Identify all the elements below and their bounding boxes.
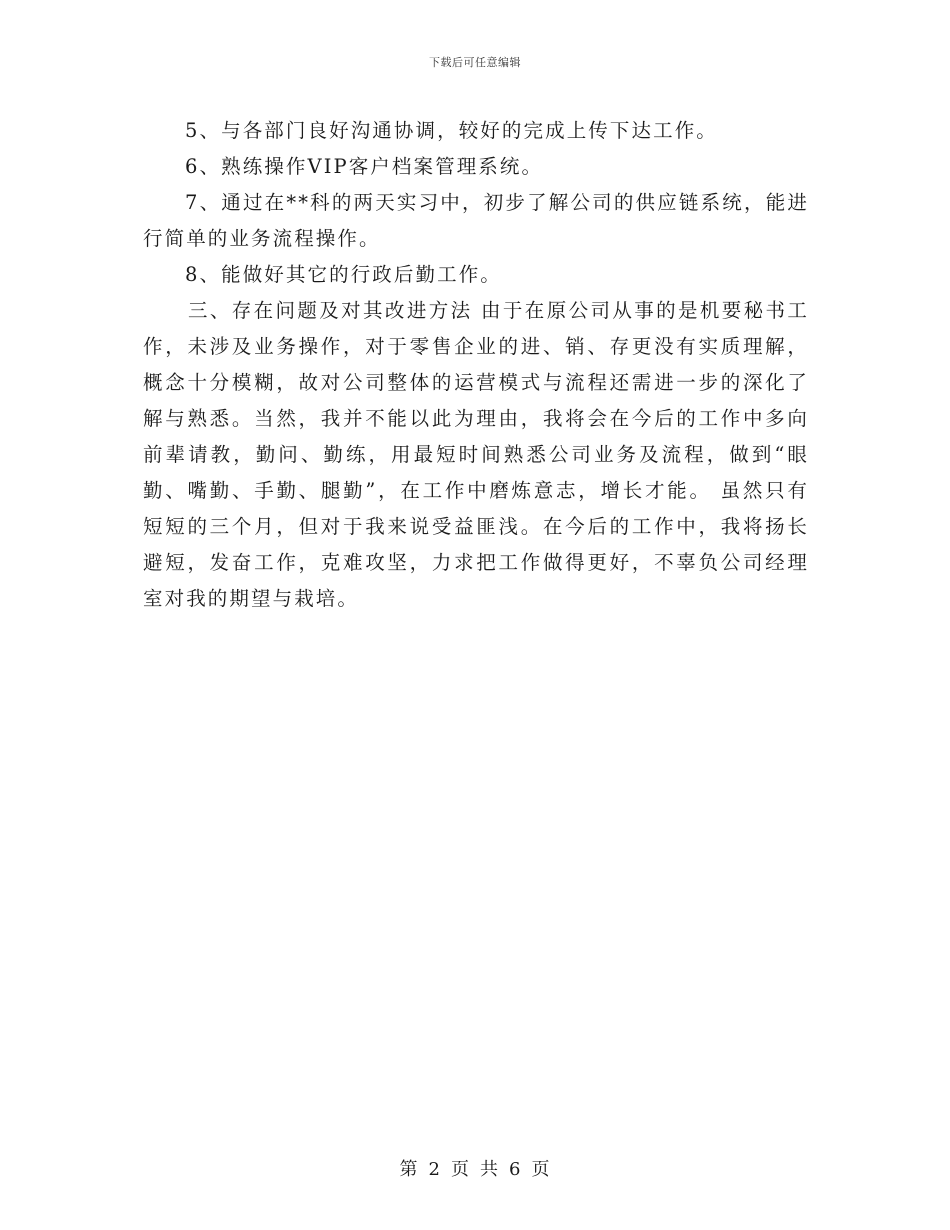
list-item-7: 7、通过在**科的两天实习中，初步了解公司的供应链系统，能进行简单的业务流程操作。 xyxy=(143,191,809,250)
document-body xyxy=(143,113,809,617)
footer-total-prefix: 共 xyxy=(480,1159,499,1180)
section-problems-improvements: 三、存在问题及对其改进方法 由于在原公司从事的是机要秘书工作，未涉及业务操作，对于零售企业的进、销、存更没有实质理解，概念十分模糊，故对公司整体的运营模式与流程还需进一步的深化了解与熟悉。当然，我并不能以此为理由，我将会在今后的工作中多向前辈请教，勤问、勤练，用最短时间熟悉公司业务及流程，做到“眼勤、嘴勤、手勤、腿勤”，在工作中磨炼意志，增长才能。 虽然只有短短的三个月，但对于我来说受益匪浅。在今后的工作中，我将扬长避短，发奋工作，克难攻坚，力求把工作做得更好，不辜负公司经理室对我的期望与栽培。 xyxy=(143,299,809,610)
page-header-note: 下载后可任意编辑 xyxy=(429,56,521,69)
list-item-8: 8、能做好其它的行政后勤工作。 xyxy=(185,263,502,286)
footer-page-unit: 页 xyxy=(451,1159,470,1180)
list-item-5: 5、与各部门良好沟通协调，较好的完成上传下达工作。 xyxy=(185,119,718,142)
page-number-footer xyxy=(0,1155,950,1181)
footer-page-prefix: 第 xyxy=(399,1159,419,1180)
footer-total-unit: 页 xyxy=(531,1159,551,1180)
list-item-6: 6、熟练操作VIP客户档案管理系统。 xyxy=(185,155,544,178)
footer-current-page: 2 xyxy=(428,1159,441,1180)
footer-total-pages: 6 xyxy=(509,1159,522,1180)
